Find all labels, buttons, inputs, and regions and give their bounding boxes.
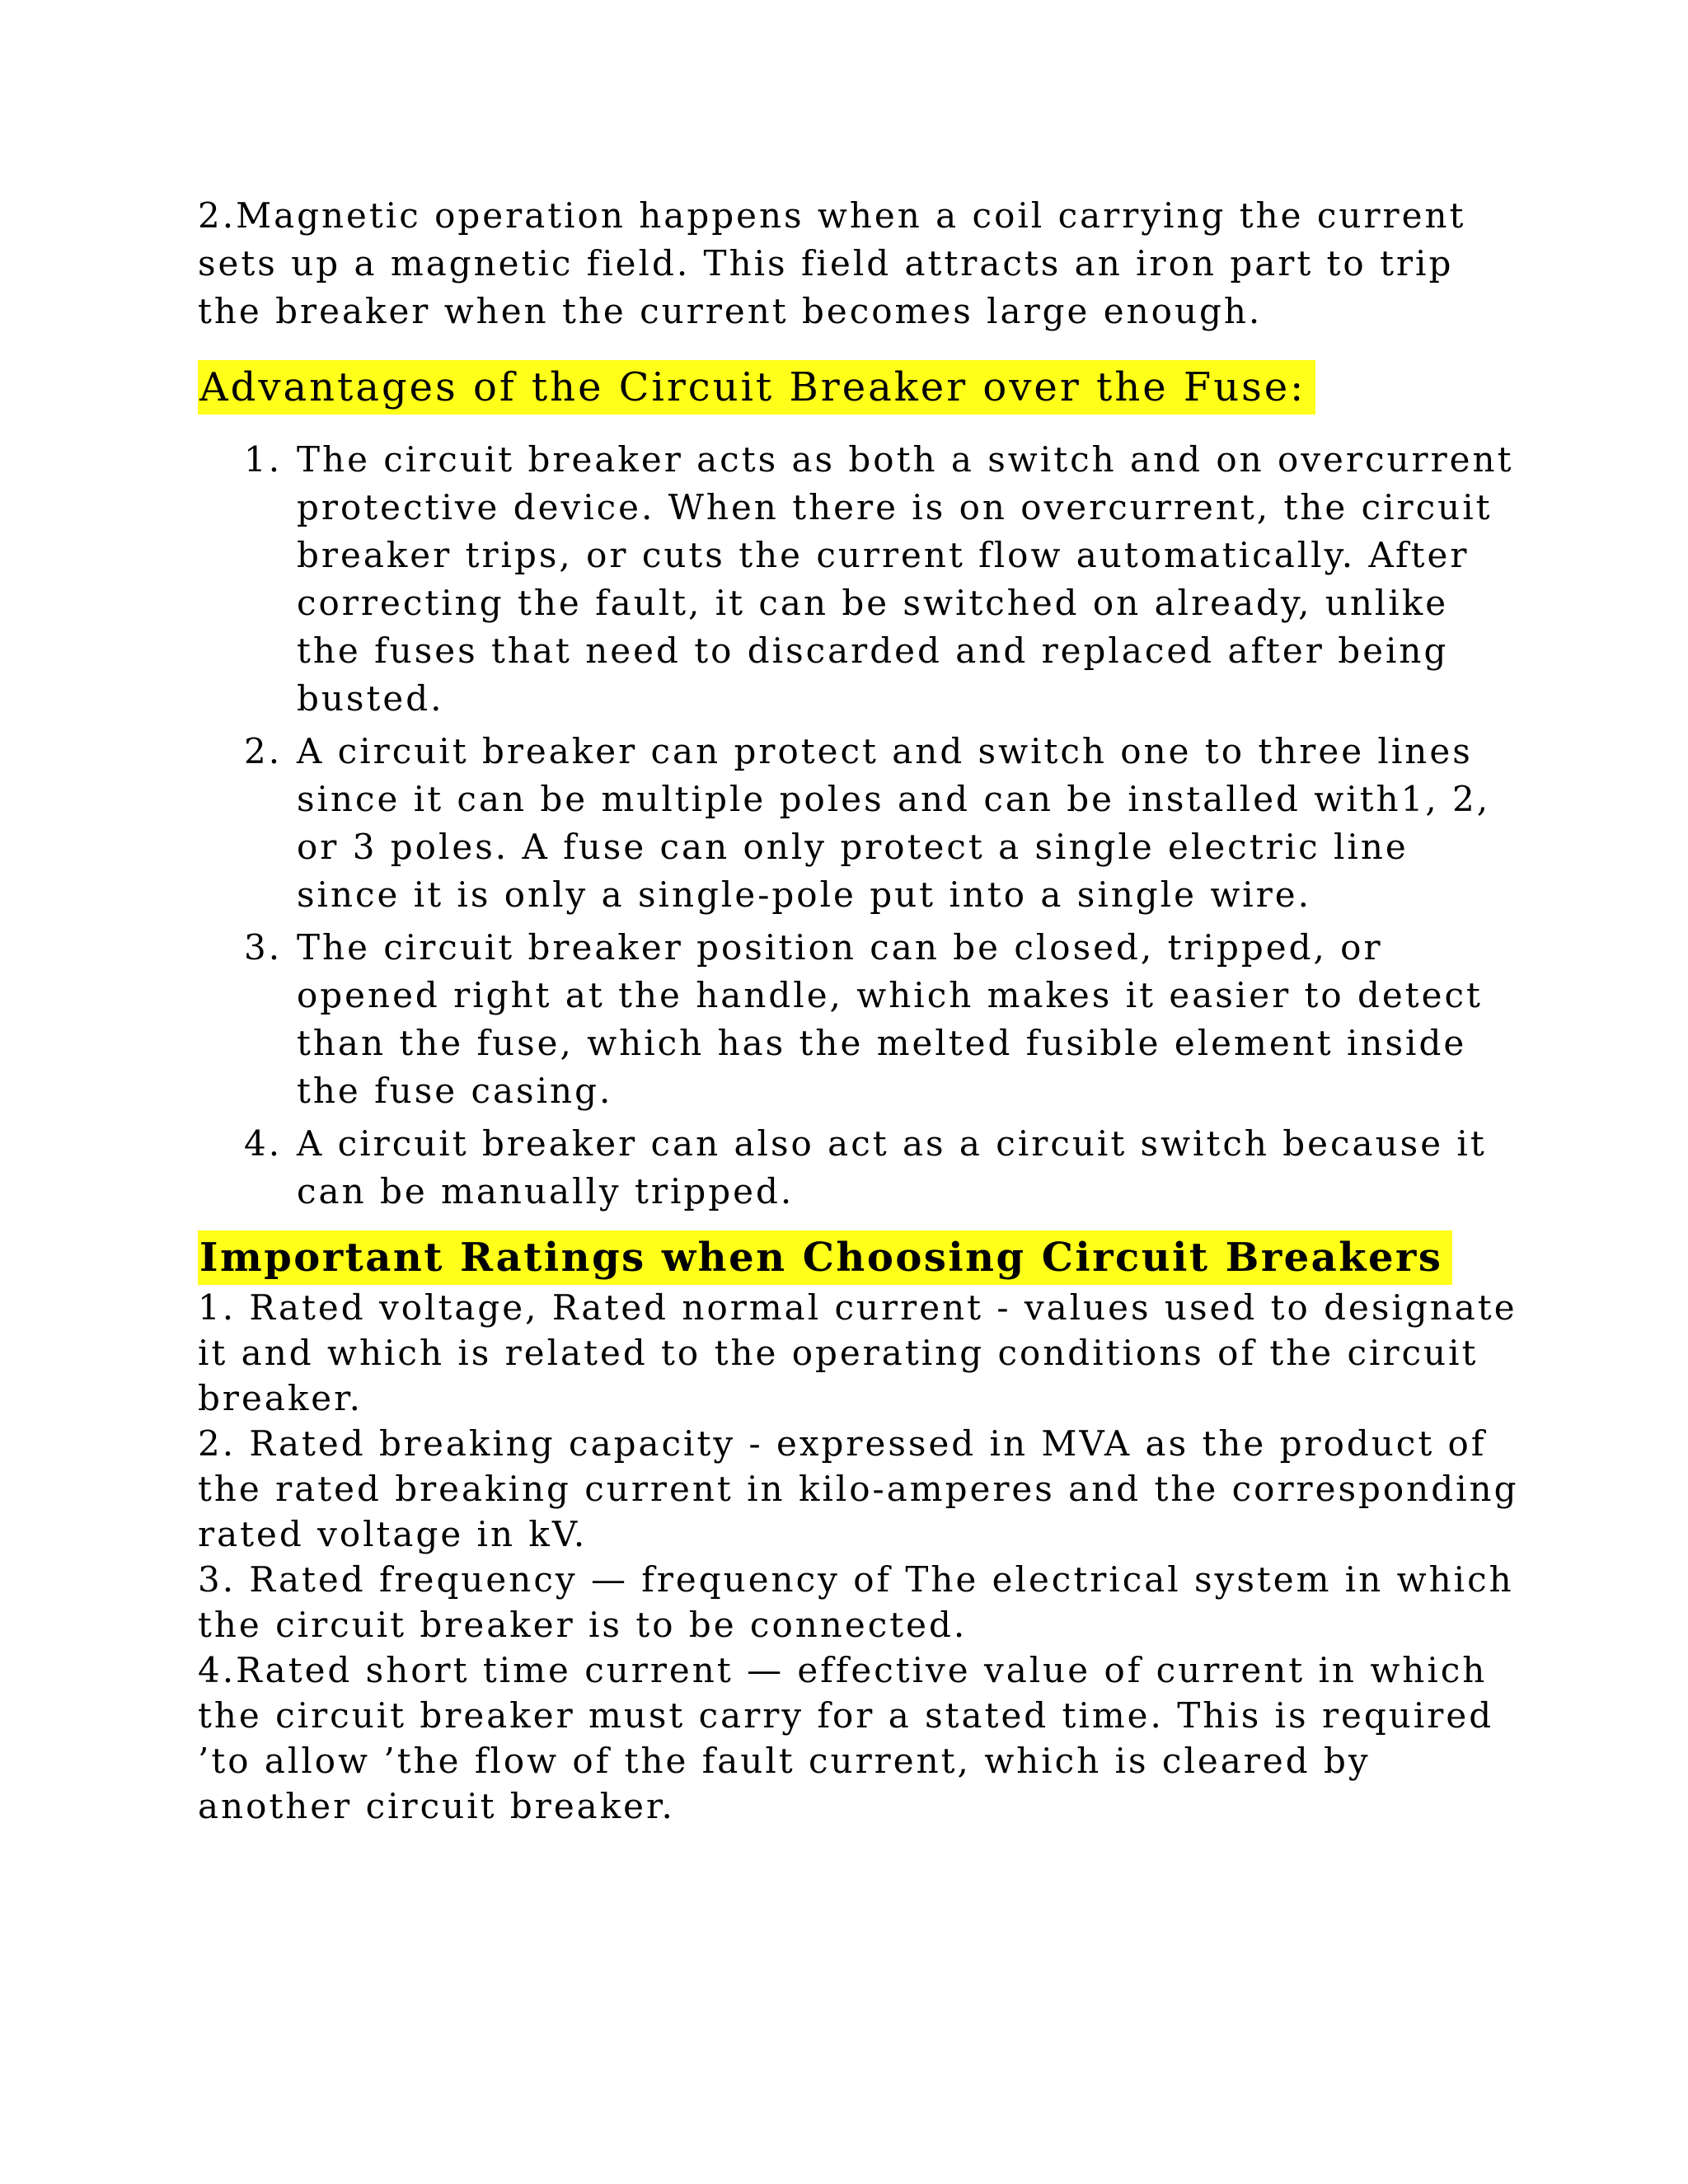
rating-item: 1. Rated voltage, Rated normal current - values used to designate it and which is related to the operating conditions of the circuit breaker. xyxy=(198,1287,1517,1418)
list-item-number: 2. xyxy=(244,731,283,771)
list-item-number: 3. xyxy=(244,927,283,968)
list-item xyxy=(198,436,1523,723)
list-item-text: A circuit breaker can also act as a circuit switch because it can be manually tripped. xyxy=(297,1123,1487,1212)
rating-item: 3. Rated frequency — frequency of The electrical system in which the circuit breaker is to be connected. xyxy=(198,1559,1514,1645)
list-item xyxy=(198,924,1523,1115)
ratings-heading: Important Ratings when Choosing Circuit Breakers xyxy=(198,1230,1452,1285)
ratings-heading-wrap xyxy=(198,1230,1523,1285)
advantages-list xyxy=(198,436,1523,1216)
list-item xyxy=(198,728,1523,919)
list-item xyxy=(198,1120,1523,1216)
rating-item: 2. Rated breaking capacity - expressed in MVA as the product of the rated breaking current in kilo-amperes and the corresponding rated voltage in kV. xyxy=(198,1423,1519,1554)
rating-item: 4.Rated short time current — effective value of current in which the circuit breaker must carry for a stated time. This is required ’to allow ’the flow of the fault current, which is cleared by another circuit breaker. xyxy=(198,1650,1494,1826)
ratings-section xyxy=(198,1285,1523,1829)
intro-paragraph: 2.Magnetic operation happens when a coil carrying the current sets up a magnetic field. This field attracts an iron part to trip the breaker when the current becomes large enough. xyxy=(198,195,1466,331)
list-item-number: 1. xyxy=(244,439,283,480)
list-item-text: A circuit breaker can protect and switch one to three lines since it can be multiple poles and can be installed with1, 2, or 3 poles. A fuse can only protect a single electric line since it is only a single-pole put into a single wire. xyxy=(297,731,1491,915)
list-item-text: The circuit breaker position can be closed, tripped, or opened right at the handle, which makes it easier to detect than the fuse, which has the melted fusible element inside the fuse casing. xyxy=(297,927,1483,1111)
list-item-text: The circuit breaker acts as both a switch and on overcurrent protective device. When there is on overcurrent, the circuit breaker trips, or cuts the current flow automatically. After correcting the fault, it can be switched on already, unlike the fuses that need to discarded and replaced after being busted. xyxy=(297,439,1514,719)
list-item-number: 4. xyxy=(244,1123,283,1164)
advantages-heading-wrap xyxy=(198,360,1523,415)
advantages-heading: Advantages of the Circuit Breaker over the Fuse: xyxy=(198,360,1315,415)
